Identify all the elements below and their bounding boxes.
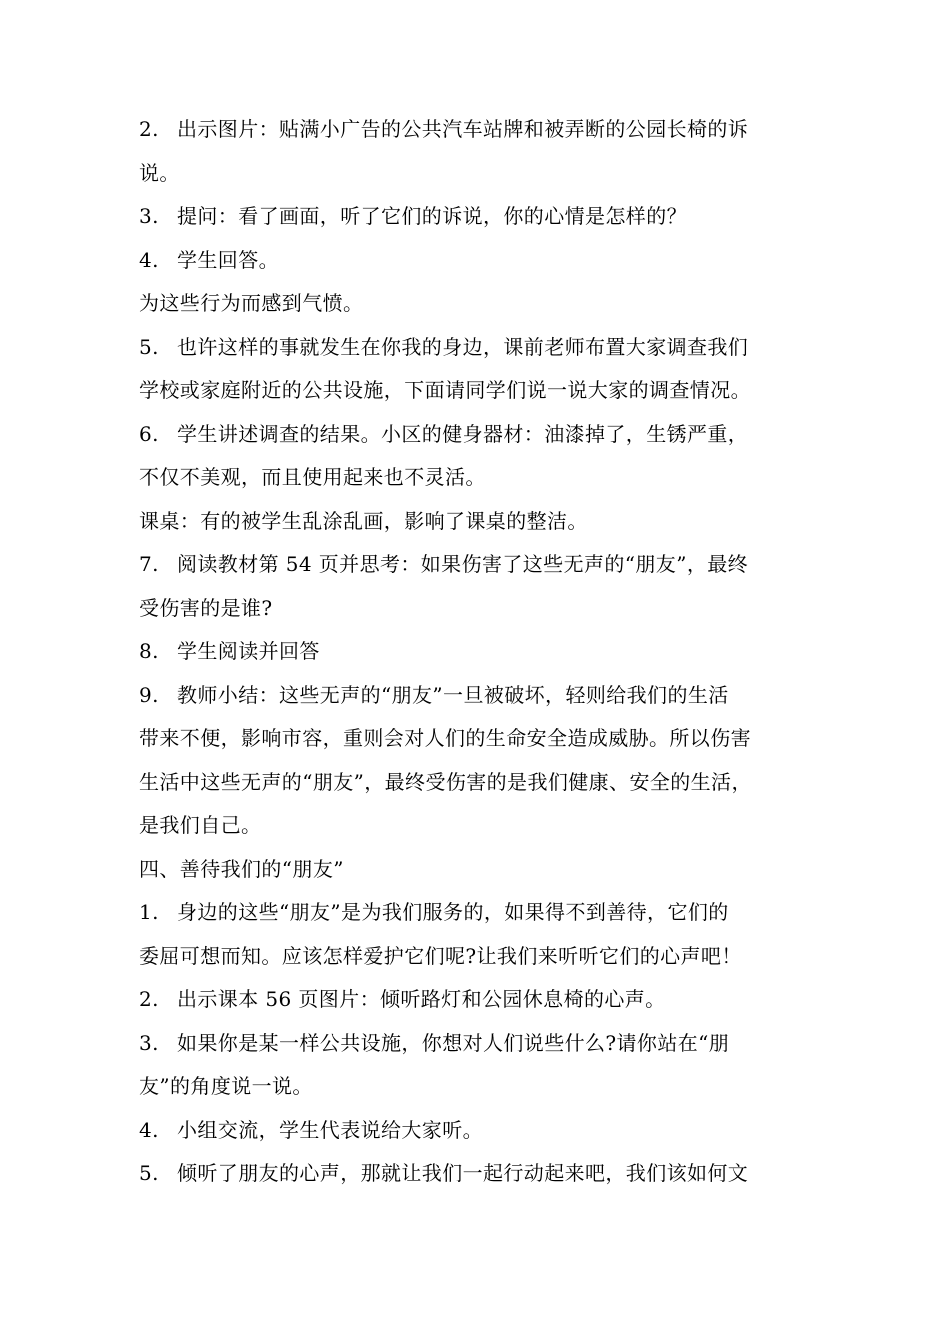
line-text: 提问：看了画面，听了它们的诉说，你的心情是怎样的？ [177, 204, 687, 228]
text-line [139, 761, 839, 805]
item-number: 6. [139, 421, 159, 446]
line-text: 如果你是某一样公共设施，你想对人们说些什么?请你站在“朋 [177, 1030, 730, 1055]
text-line [139, 413, 839, 457]
text-line [139, 674, 839, 718]
text-line [139, 543, 839, 587]
text-line [139, 587, 839, 631]
item-number: 4. [139, 1117, 159, 1142]
line-text: 小组交流，学生代表说给大家听。 [177, 1117, 483, 1142]
line-text: 不仅不美观，而且使用起来也不灵活。 [139, 465, 486, 489]
item-number: 3. [139, 1030, 159, 1055]
text-line [139, 1152, 839, 1196]
text-line [139, 369, 839, 413]
line-text: 友”的角度说一说。 [139, 1074, 313, 1098]
item-number: 1. [139, 900, 159, 924]
line-text: 为这些行为而感到气愤。 [139, 291, 364, 315]
item-number: 5. [139, 1161, 159, 1185]
line-text: 是我们自己。 [139, 813, 262, 837]
text-line [139, 891, 839, 935]
line-text: 倾听了朋友的心声，那就让我们一起行动起来吧，我们该如何文 [177, 1161, 749, 1185]
text-line [139, 935, 839, 979]
line-text: 委屈可想而知。应该怎样爱护它们呢?让我们来听听它们的心声吧！ [139, 943, 742, 968]
text-line [139, 1022, 839, 1066]
line-text: 出示图片：贴满小广告的公共汽车站牌和被弄断的公园长椅的诉 [177, 117, 749, 141]
line-text: 带来不便，影响市容，重则会对人们的生命安全造成威胁。所以伤害 [139, 726, 751, 750]
text-line [139, 152, 839, 196]
text-line [139, 804, 839, 848]
item-number: 2. [139, 117, 159, 141]
text-line [139, 978, 839, 1022]
item-number: 4. [139, 247, 159, 272]
text-line [139, 282, 839, 326]
line-text: 四、善待我们的“朋友” [139, 856, 344, 881]
text-line [139, 848, 839, 892]
line-text: 出示课本 56 页图片：倾听路灯和公园休息椅的心声。 [177, 987, 666, 1011]
text-line [139, 1109, 839, 1153]
item-number: 9. [139, 682, 159, 707]
text-line [139, 500, 839, 544]
line-text: 受伤害的是谁? [139, 595, 273, 620]
text-line [139, 326, 839, 370]
text-line [139, 456, 839, 500]
item-number: 7. [139, 552, 159, 576]
line-text: 学生讲述调查的结果。小区的健身器材：油漆掉了，生锈严重， [177, 421, 749, 446]
line-text: 阅读教材第 54 页并思考：如果伤害了这些无声的“朋友”，最终 [177, 552, 749, 576]
item-number: 8. [139, 639, 159, 663]
line-text: 学校或家庭附近的公共设施，下面请同学们说一说大家的调查情况。 [139, 378, 751, 402]
text-line [139, 195, 839, 239]
line-text: 学生回答。 [177, 247, 279, 272]
document-body [139, 108, 839, 1196]
line-text: 生活中这些无声的“朋友”，最终受伤害的是我们健康、安全的生活， [139, 769, 752, 794]
item-number: 3. [139, 204, 159, 228]
line-text: 也许这样的事就发生在你我的身边，课前老师布置大家调查我们 [177, 334, 749, 359]
text-line [139, 239, 839, 283]
line-text: 说。 [139, 160, 180, 185]
item-number: 5. [139, 334, 159, 359]
line-text: 课桌：有的被学生乱涂乱画，影响了课桌的整洁。 [139, 508, 588, 533]
text-line [139, 630, 839, 674]
text-line [139, 717, 839, 761]
text-line [139, 1065, 839, 1109]
line-text: 教师小结：这些无声的“朋友”一旦被破坏，轻则给我们的生活 [177, 682, 729, 707]
line-text: 学生阅读并回答 [177, 639, 320, 663]
text-line [139, 108, 839, 152]
item-number: 2. [139, 987, 159, 1011]
line-text: 身边的这些“朋友”是为我们服务的，如果得不到善待，它们的 [177, 900, 729, 924]
